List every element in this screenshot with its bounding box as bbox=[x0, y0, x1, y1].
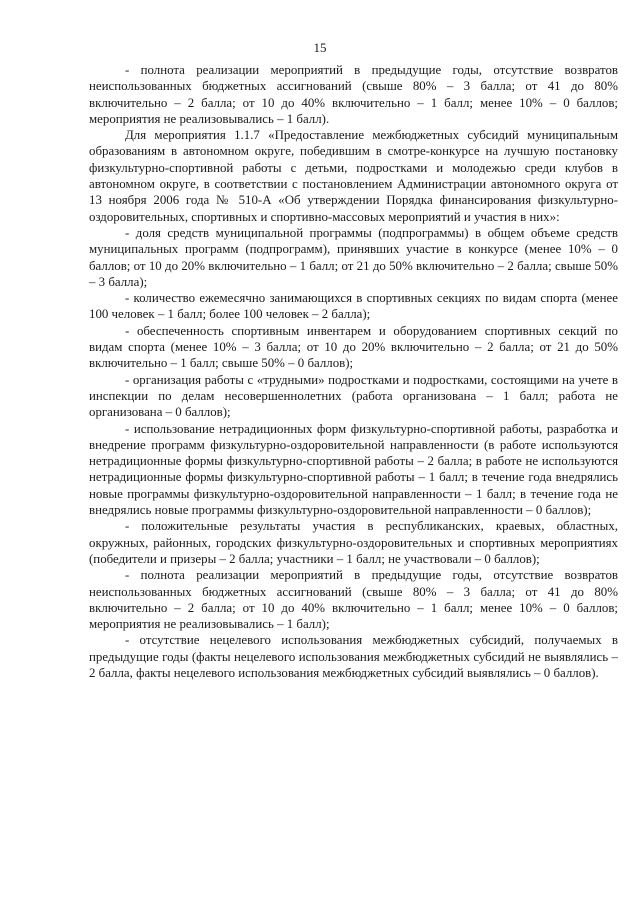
paragraph: - полнота реализации мероприятий в предыдущие годы, отсутствие возвратов неиспользованных бюджетных ассигнований (свыше 80% – 3 балла; от 41 до 80% включительно – 2 балла; от 10 до 40% включительно – 1 балл; менее 10% – 0 баллов; мероприятия не реализовывались – 1 балл); bbox=[89, 568, 618, 632]
paragraph: - положительные результаты участия в республиканских, краевых, областных, окружных, районных, городских физкультурно-оздоровительных и спортивных мероприятиях (победители и призеры – 2 балла; участники – 1 балл; не участвовали – 0 баллов); bbox=[89, 519, 618, 566]
paragraph: Для мероприятия 1.1.7 «Предоставление межбюджетных субсидий муниципальным образованиям в автономном округе, победившим в смотре-конкурсе на лучшую постановку физкультурно-спортивной работы с детьми, подростками и молодежью среди клубов в автономном округе, в соответствии с постановлением Администрации автономного округа от 13 ноября 2006 года № 510-А «Об утверждении Порядка финансирования физкультурно-оздоровительных, спортивных и спортивно-массовых мероприятий и участия в них»: bbox=[89, 128, 618, 224]
paragraph: - количество ежемесячно занимающихся в спортивных секциях по видам спорта (менее 100 человек – 1 балл; более 100 человек – 2 балла); bbox=[89, 291, 618, 322]
paragraph: - организация работы с «трудными» подростками и подростками, состоящими на учете в инспекции по делам несовершеннолетних (работа организована – 1 балл; работа не организована – 0 баллов); bbox=[89, 372, 618, 420]
paragraph: - доля средств муниципальной программы (подпрограммы) в общем объеме средств муниципальных программ (подпрограмм), принявших участие в конкурсе (менее 10% – 0 баллов; от 10 до 20% включительно – 1 балл; от 21 до 50% включительно – 2 балла; свыше 50% – 3 балла); bbox=[89, 225, 618, 289]
body-text bbox=[89, 62, 618, 681]
paragraph: - полнота реализации мероприятий в предыдущие годы, отсутствие возвратов неиспользованных бюджетных ассигнований (свыше 80% – 3 балла; от 41 до 80% включительно – 2 балла; от 10 до 40% включительно – 1 балл; менее 10% – 0 баллов; мероприятия не реализовывались – 1 балл). bbox=[89, 63, 618, 126]
paragraph: - использование нетрадиционных форм физкультурно-спортивной работы, разработка и внедрение программ физкультурно-оздоровительной направленности (в работе используются нетрадиционные формы физкультурно-спортивной работы – 2 балла; в работе не используются нетрадиционные формы физкультурно-спортивной работы – 1 балл; в течение года внедрялись новые программы физкультурно-оздоровительной направленности – 1 балл; в течение года не внедрялись новые программы физкультурно-оздоровительной направленности – 0 баллов); bbox=[89, 421, 618, 518]
page-number: 15 bbox=[313, 40, 327, 55]
paragraph: - обеспеченность спортивным инвентарем и оборудованием спортивных секций по видам спорта (менее 10% – 3 балла; от 10 до 20% включительно – 2 балла; от 21 до 50% включительно – 1 балл; свыше 50% – 0 баллов); bbox=[89, 323, 618, 371]
paragraph: - отсутствие нецелевого использования межбюджетных субсидий, получаемых в предыдущие годы (факты нецелевого использования межбюджетных субсидий не выявлялись – 2 балла, факты нецелевого использования межбюджетных субсидий выявлялись – 0 баллов). bbox=[89, 633, 618, 680]
